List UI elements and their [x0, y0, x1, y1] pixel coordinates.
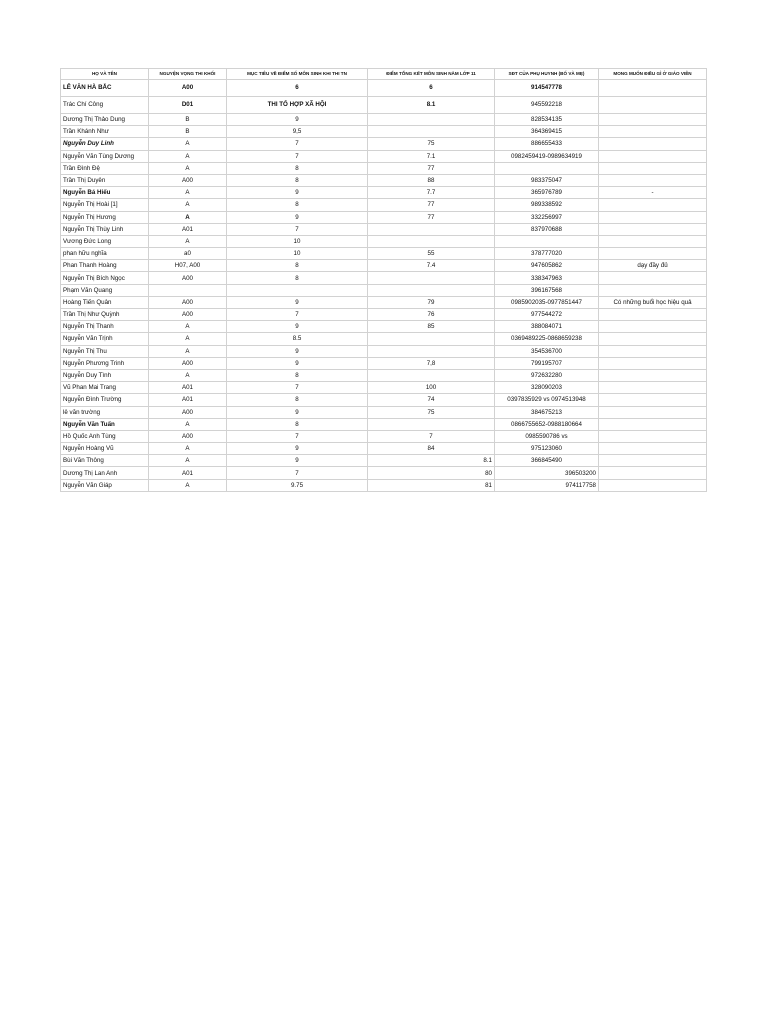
table-cell[interactable]: 8.1	[368, 97, 495, 114]
table-row	[61, 114, 707, 126]
table-cell[interactable]	[368, 284, 495, 296]
table-cell[interactable]: 8	[227, 369, 368, 381]
table-cell[interactable]: 332256997	[495, 211, 599, 223]
table-cell[interactable]: 7	[227, 430, 368, 442]
table-cell[interactable]: Vũ Phan Mai Trang	[61, 382, 149, 394]
table-cell[interactable]: A	[149, 443, 227, 455]
table-cell[interactable]	[599, 479, 707, 491]
table-cell[interactable]: 7	[227, 309, 368, 321]
table-cell[interactable]: 100	[368, 382, 495, 394]
table-cell[interactable]: 9	[227, 321, 368, 333]
table-row	[61, 211, 707, 223]
table-cell[interactable]: phan hữu nghĩa	[61, 248, 149, 260]
table-cell[interactable]: Nguyễn Văn Tuấn	[61, 418, 149, 430]
table-cell[interactable]: 8	[227, 272, 368, 284]
table-cell[interactable]: Hồ Quốc Anh Tùng	[61, 430, 149, 442]
table-row	[61, 248, 707, 260]
table-row	[61, 138, 707, 150]
table-cell[interactable]: 8	[227, 418, 368, 430]
table-cell[interactable]: Hoàng Tiến Quân	[61, 296, 149, 308]
table-cell[interactable]: Dương Thị Lan Anh	[61, 467, 149, 479]
table-cell[interactable]: 9.75	[227, 479, 368, 491]
table-cell[interactable]	[599, 150, 707, 162]
table-cell[interactable]: 6	[368, 80, 495, 97]
table-cell[interactable]	[368, 345, 495, 357]
table-cell[interactable]	[599, 97, 707, 114]
table-cell[interactable]: 366845490	[495, 455, 599, 467]
table-cell[interactable]: A	[149, 150, 227, 162]
table-cell[interactable]: A00	[149, 357, 227, 369]
table-row	[61, 187, 707, 199]
table-cell[interactable]: -	[599, 187, 707, 199]
table-cell[interactable]	[599, 284, 707, 296]
table-cell[interactable]	[368, 272, 495, 284]
table-cell[interactable]: 972632280	[495, 369, 599, 381]
table-cell[interactable]: 354536700	[495, 345, 599, 357]
table-cell[interactable]: Trần Đình Đệ	[61, 162, 149, 174]
table-row	[61, 479, 707, 491]
table-row	[61, 443, 707, 455]
table-row	[61, 430, 707, 442]
table-cell[interactable]: 84	[368, 443, 495, 455]
table-row	[61, 333, 707, 345]
table-cell[interactable]	[599, 357, 707, 369]
table-cell[interactable]: 0982459419-0989634919	[495, 150, 599, 162]
table-cell[interactable]: 914547778	[495, 80, 599, 97]
table-cell[interactable]: 10	[227, 235, 368, 247]
table-cell[interactable]: 7	[227, 467, 368, 479]
table-cell[interactable]: 378777020	[495, 248, 599, 260]
table-cell[interactable]: 7	[227, 382, 368, 394]
table-row	[61, 150, 707, 162]
table-cell[interactable]: 8	[227, 260, 368, 272]
table-cell[interactable]: Trần Khánh Như	[61, 126, 149, 138]
table-cell[interactable]: Nguyễn Thị Thùy Linh	[61, 223, 149, 235]
table-row	[61, 223, 707, 235]
table-cell[interactable]: 9	[227, 443, 368, 455]
table-cell[interactable]: 0866755652-0988180664	[495, 418, 599, 430]
table-cell[interactable]	[599, 174, 707, 186]
table-cell[interactable]: 983375047	[495, 174, 599, 186]
table-cell[interactable]: 55	[368, 248, 495, 260]
table-cell[interactable]: A	[149, 479, 227, 491]
table-cell[interactable]: A	[149, 235, 227, 247]
header-target: MỤC TIÊU VỀ ĐIỂM SỐ MÔN SINH KHI THI TN	[227, 69, 368, 80]
table-cell[interactable]: Nguyễn Đình Trường	[61, 394, 149, 406]
table-cell[interactable]: 384675213	[495, 406, 599, 418]
table-cell[interactable]: 85	[368, 321, 495, 333]
table-cell[interactable]: A00	[149, 406, 227, 418]
table-cell[interactable]	[599, 199, 707, 211]
table-cell[interactable]	[368, 114, 495, 126]
table-cell[interactable]: a0	[149, 248, 227, 260]
table-cell[interactable]: 10	[227, 248, 368, 260]
table-cell[interactable]: 77	[368, 162, 495, 174]
table-cell[interactable]: Nguyễn Thị Hương	[61, 211, 149, 223]
table-cell[interactable]: 75	[368, 406, 495, 418]
table-cell[interactable]: 975123060	[495, 443, 599, 455]
table-cell[interactable]: 9	[227, 455, 368, 467]
table-cell[interactable]: 75	[368, 138, 495, 150]
table-cell[interactable]: 947605862	[495, 260, 599, 272]
table-cell[interactable]: 364369415	[495, 126, 599, 138]
table-row	[61, 235, 707, 247]
table-row	[61, 394, 707, 406]
table-cell[interactable]: 7	[227, 223, 368, 235]
table-cell[interactable]: 396167568	[495, 284, 599, 296]
table-cell[interactable]: A	[149, 455, 227, 467]
table-cell[interactable]: 7	[368, 430, 495, 442]
table-cell[interactable]	[599, 235, 707, 247]
table-cell[interactable]: 8.5	[227, 333, 368, 345]
table-cell[interactable]	[368, 223, 495, 235]
table-cell[interactable]: 8	[227, 174, 368, 186]
table-row	[61, 284, 707, 296]
table-cell[interactable]: 80	[368, 467, 495, 479]
table-cell[interactable]: Nguyễn Phương Trinh	[61, 357, 149, 369]
table-row	[61, 97, 707, 114]
table-cell[interactable]: 7.4	[368, 260, 495, 272]
table-row	[61, 369, 707, 381]
table-cell[interactable]	[599, 126, 707, 138]
table-cell[interactable]: H07, A00	[149, 260, 227, 272]
table-cell[interactable]: dạy đầy đủ	[599, 260, 707, 272]
table-cell[interactable]: Phạm Văn Quang	[61, 284, 149, 296]
table-cell[interactable]: 7.1	[368, 150, 495, 162]
table-cell[interactable]: 7	[227, 150, 368, 162]
table-cell[interactable]: Nguyễn Thị Thanh	[61, 321, 149, 333]
table-cell[interactable]	[599, 443, 707, 455]
table-cell[interactable]: lê văn trường	[61, 406, 149, 418]
table-row	[61, 174, 707, 186]
header-row	[61, 69, 707, 80]
table-cell[interactable]: 77	[368, 199, 495, 211]
table-cell[interactable]: 989338592	[495, 199, 599, 211]
table-cell[interactable]	[599, 211, 707, 223]
table-cell[interactable]: LÊ VĂN HÀ BẮC	[61, 80, 149, 97]
table-cell[interactable]: A	[149, 418, 227, 430]
table-cell[interactable]: 8.1	[368, 455, 495, 467]
table-cell[interactable]: 9	[227, 114, 368, 126]
table-cell[interactable]	[599, 394, 707, 406]
table-row	[61, 296, 707, 308]
table-cell[interactable]: Trác Chí Công	[61, 97, 149, 114]
table-cell[interactable]: 0985902035-0977851447	[495, 296, 599, 308]
table-cell[interactable]: 8	[227, 199, 368, 211]
table-cell[interactable]: 886655433	[495, 138, 599, 150]
header-block: NGUYỆN VỌNG THI KHỐI	[149, 69, 227, 80]
table-cell[interactable]	[149, 284, 227, 296]
table-row	[61, 382, 707, 394]
table-row	[61, 357, 707, 369]
table-cell[interactable]: Trần Thị Như Quỳnh	[61, 309, 149, 321]
table-cell[interactable]	[368, 418, 495, 430]
table-cell[interactable]: A00	[149, 174, 227, 186]
table-cell[interactable]: 828534135	[495, 114, 599, 126]
table-cell[interactable]: 837970688	[495, 223, 599, 235]
table-cell[interactable]	[599, 309, 707, 321]
table-cell[interactable]: Nguyễn Hoàng Vũ	[61, 443, 149, 455]
table-cell[interactable]	[599, 455, 707, 467]
table-cell[interactable]: 9	[227, 187, 368, 199]
table-cell[interactable]	[599, 345, 707, 357]
table-cell[interactable]	[599, 223, 707, 235]
table-cell[interactable]: A	[149, 211, 227, 223]
table-row	[61, 418, 707, 430]
table-cell[interactable]: A00	[149, 430, 227, 442]
table-row	[61, 321, 707, 333]
table-cell[interactable]: 77	[368, 211, 495, 223]
table-cell[interactable]	[599, 138, 707, 150]
table-cell[interactable]: Phan Thanh Hoàng	[61, 260, 149, 272]
table-cell[interactable]: Nguyễn Bá Hiếu	[61, 187, 149, 199]
table-cell[interactable]: Trần Thị Duyên	[61, 174, 149, 186]
table-cell[interactable]: D01	[149, 97, 227, 114]
table-row	[61, 467, 707, 479]
table-cell[interactable]: 9	[227, 357, 368, 369]
table-cell[interactable]: 9,5	[227, 126, 368, 138]
table-cell[interactable]: Nguyễn Duy Tình	[61, 369, 149, 381]
table-cell[interactable]	[495, 235, 599, 247]
table-cell[interactable]: 88	[368, 174, 495, 186]
table-cell[interactable]: 974117758	[495, 479, 599, 491]
table-cell[interactable]: Nguyễn Văn Giáp	[61, 479, 149, 491]
spreadsheet-table	[60, 68, 707, 492]
table-cell[interactable]: 9	[227, 406, 368, 418]
table-cell[interactable]: B	[149, 114, 227, 126]
table-cell[interactable]: 74	[368, 394, 495, 406]
table-row	[61, 80, 707, 97]
table-cell[interactable]: 7,8	[368, 357, 495, 369]
table-cell[interactable]: 799195707	[495, 357, 599, 369]
table-cell[interactable]: A00	[149, 309, 227, 321]
table-cell[interactable]: A	[149, 333, 227, 345]
header-wish: MONG MUỐN ĐIỀU GÌ Ở GIÁO VIÊN	[599, 69, 707, 80]
table-cell[interactable]: 9	[227, 345, 368, 357]
table-cell[interactable]: 328090203	[495, 382, 599, 394]
table-cell[interactable]	[599, 272, 707, 284]
table-row	[61, 309, 707, 321]
table-cell[interactable]	[599, 333, 707, 345]
table-cell[interactable]: A01	[149, 467, 227, 479]
table-row	[61, 345, 707, 357]
table-cell[interactable]: Nguyễn Duy Linh	[61, 138, 149, 150]
table-cell[interactable]: A01	[149, 394, 227, 406]
table-cell[interactable]: 977544272	[495, 309, 599, 321]
table-cell[interactable]: A01	[149, 223, 227, 235]
table-cell[interactable]: 0397835929 vs 0974513948	[495, 394, 599, 406]
table-cell[interactable]: 365976789	[495, 187, 599, 199]
table-cell[interactable]	[227, 284, 368, 296]
table-cell[interactable]	[599, 114, 707, 126]
table-cell[interactable]: 388084071	[495, 321, 599, 333]
table-cell[interactable]	[599, 382, 707, 394]
table-cell[interactable]: Dương Thị Thảo Dung	[61, 114, 149, 126]
table-cell[interactable]: A	[149, 321, 227, 333]
table-cell[interactable]	[368, 333, 495, 345]
table-cell[interactable]	[599, 80, 707, 97]
table-cell[interactable]: 8	[227, 162, 368, 174]
table-cell[interactable]: 9	[227, 211, 368, 223]
table-row	[61, 126, 707, 138]
table-row	[61, 406, 707, 418]
table-cell[interactable]	[368, 369, 495, 381]
table-cell[interactable]: Nguyễn Thị Hoài [1]	[61, 199, 149, 211]
table-cell[interactable]	[495, 162, 599, 174]
table-cell[interactable]: A	[149, 199, 227, 211]
table-cell[interactable]	[599, 321, 707, 333]
table-cell[interactable]	[599, 430, 707, 442]
table-row	[61, 272, 707, 284]
table-cell[interactable]: 396503200	[495, 467, 599, 479]
table-cell[interactable]: A	[149, 162, 227, 174]
table-cell[interactable]: 0369489225-0868659238	[495, 333, 599, 345]
table-row	[61, 199, 707, 211]
table-cell[interactable]: 338347963	[495, 272, 599, 284]
table-cell[interactable]: 79	[368, 296, 495, 308]
table-cell[interactable]	[599, 467, 707, 479]
table-cell[interactable]: 76	[368, 309, 495, 321]
table-cell[interactable]	[368, 126, 495, 138]
table-cell[interactable]: 7	[227, 138, 368, 150]
header-phone: SĐT CỦA PHỤ HUYNH (BỐ VÀ MẸ)	[495, 69, 599, 80]
table-cell[interactable]: Nguyễn Văn Trịnh	[61, 333, 149, 345]
table-cell[interactable]: Nguyễn Thị Thu	[61, 345, 149, 357]
table-cell[interactable]: Bùi Văn Thông	[61, 455, 149, 467]
table-cell[interactable]: A01	[149, 382, 227, 394]
table-row	[61, 260, 707, 272]
table-cell[interactable]: 9	[227, 296, 368, 308]
table-cell[interactable]	[599, 406, 707, 418]
table-cell[interactable]	[599, 162, 707, 174]
table-row	[61, 455, 707, 467]
table-cell[interactable]: A00	[149, 296, 227, 308]
table-cell[interactable]: 6	[227, 80, 368, 97]
header-grade11: ĐIỂM TỔNG KẾT MÔN SINH NĂM LỚP 11	[368, 69, 495, 80]
table-cell[interactable]: 7.7	[368, 187, 495, 199]
table-cell[interactable]	[368, 235, 495, 247]
table-cell[interactable]: Vương Đức Long	[61, 235, 149, 247]
table-cell[interactable]: A	[149, 138, 227, 150]
table-cell[interactable]: Có những buổi học hiệu quả	[599, 296, 707, 308]
table-cell[interactable]	[599, 418, 707, 430]
table-row	[61, 162, 707, 174]
table-cell[interactable]	[599, 248, 707, 260]
table-cell[interactable]	[599, 369, 707, 381]
table-cell[interactable]: 0985590786 vs	[495, 430, 599, 442]
table-cell[interactable]: A00	[149, 80, 227, 97]
table-cell[interactable]: B	[149, 126, 227, 138]
header-name: HỌ VÀ TÊN	[61, 69, 149, 80]
table-cell[interactable]: A	[149, 187, 227, 199]
table-cell[interactable]: THI TỔ HỢP XÃ HỘI	[227, 97, 368, 114]
table-cell[interactable]: Nguyễn Văn Tùng Dương	[61, 150, 149, 162]
table-cell[interactable]: 81	[368, 479, 495, 491]
table-cell[interactable]: 945592218	[495, 97, 599, 114]
table-cell[interactable]: Nguyễn Thị Bích Ngọc	[61, 272, 149, 284]
table-cell[interactable]: A00	[149, 272, 227, 284]
table-body	[61, 80, 707, 492]
table-cell[interactable]: A	[149, 369, 227, 381]
table-cell[interactable]: 8	[227, 394, 368, 406]
table-cell[interactable]: A	[149, 345, 227, 357]
